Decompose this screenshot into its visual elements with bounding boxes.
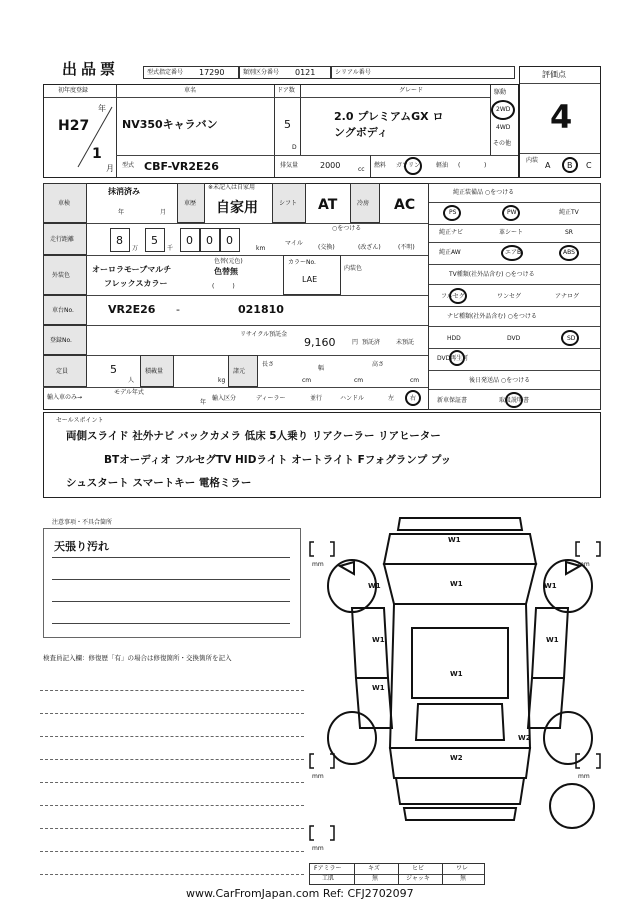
class-no-label: 類別区分番号	[243, 69, 280, 76]
import-type: 輸入区分	[212, 395, 237, 402]
equip-tv: 純正TV	[559, 209, 579, 216]
vehicle-name: NV350キャラバン	[122, 118, 218, 131]
notes-text: 天張り汚れ	[54, 540, 109, 553]
after-warranty: 新車保証書	[437, 397, 468, 404]
chassis-label: 車台No.	[52, 307, 74, 314]
grade-label: グレード	[399, 87, 424, 94]
score-label: 評価点	[542, 70, 566, 79]
drive-2wd-circle	[491, 100, 515, 120]
doors-value: 5	[284, 118, 291, 131]
sheet-title: 出品票	[62, 60, 120, 78]
tv-title: TV種類(社外品含む) ○をつける	[449, 271, 535, 278]
sales-line2: BTオーディオ フルセグTV HIDライト オートライト Fフォグランプ プッ	[104, 454, 452, 466]
equipment-panel	[428, 183, 601, 410]
shift-label: シフト	[279, 200, 298, 207]
meter-swap: (交換)	[318, 244, 335, 251]
mileage-mile: マイル	[285, 240, 303, 247]
paint-paren: ( )	[212, 283, 235, 290]
fuel-circle	[404, 157, 422, 175]
drive-2wd: 2WD	[496, 106, 511, 113]
equip-seat: 革シート	[499, 229, 524, 236]
recycle-unit: 円	[352, 339, 359, 346]
dim-cm-1: cm	[302, 377, 312, 384]
car-damage-diagram	[300, 508, 620, 868]
paint-label: 色替(元色)	[214, 258, 243, 265]
disp-unit: cc	[358, 166, 365, 173]
reg-label: 初年度登録	[58, 87, 89, 94]
legend-h4: ワレ	[456, 865, 469, 872]
damage-mark-2: W1	[450, 580, 463, 588]
equip-airbag-circle	[501, 245, 523, 261]
doors-unit: D	[292, 144, 297, 151]
int-color-label: 内装色	[344, 265, 363, 272]
model-year-unit: 年	[200, 399, 207, 406]
recycle-done: 預託済	[362, 339, 381, 346]
import-parallel: 並行	[310, 395, 323, 402]
class-no-box	[239, 66, 331, 79]
interior-b: B	[567, 161, 573, 170]
exterior-line1: オーロラモーブマルチ	[92, 265, 172, 274]
mileage-km: km	[256, 245, 266, 252]
damage-mark-7: W1	[372, 684, 385, 692]
chassis-dash: -	[176, 303, 180, 316]
reg-month: 1	[92, 146, 102, 162]
legend-table	[309, 863, 485, 885]
handle-right: 右	[410, 395, 417, 402]
recycle-value: 9,160	[304, 336, 336, 349]
cap-unit: 人	[128, 377, 135, 384]
equip-navi: 純正ナビ	[439, 229, 464, 236]
grade-line1: 2.0 プレミアムGX ロ	[334, 110, 444, 123]
cap-value: 5	[110, 363, 117, 376]
equip-title: 純正装備品 ○をつける	[453, 189, 515, 196]
mm-label-2: mm	[578, 561, 590, 568]
exterior-line2: フレックスカラー	[104, 279, 168, 288]
interior-a: A	[545, 161, 551, 170]
mileage-digit-3: 0	[186, 234, 193, 247]
legend-h3: ヒビ	[412, 865, 425, 872]
chassis-part2: 021810	[238, 303, 284, 316]
legend-v4: 無	[460, 875, 467, 882]
damage-mark-10: W2	[450, 754, 463, 762]
inspect-year-unit: 年	[118, 209, 125, 216]
grade-line2: ングボディ	[334, 126, 388, 139]
fuel-label: 燃料	[374, 162, 387, 169]
mm-label-3: mm	[312, 773, 324, 780]
score-box	[519, 66, 601, 178]
damage-mark-1: W1	[448, 536, 461, 544]
cap-label: 定員	[56, 368, 69, 375]
after-manual-circle	[505, 392, 523, 408]
mileage-label: 走行距離	[50, 236, 75, 243]
damage-mark-8: W1	[450, 670, 463, 678]
navi-sd: SD	[567, 335, 576, 342]
recycle-label: リサイクル預託金	[240, 331, 288, 338]
legend-h1: Fアミラー	[314, 865, 342, 872]
legend-v1: 工肌	[322, 875, 335, 882]
type-no: 17290	[199, 68, 225, 77]
footer-text: www.CarFromJapan.com Ref: CFJ2702097	[186, 887, 414, 900]
handle-left: 左	[388, 395, 395, 402]
damage-mark-6: W1	[546, 636, 559, 644]
mileage-mark-label: ○をつける	[332, 225, 362, 232]
type-no-box	[143, 66, 239, 79]
reg-no-label: 登録No.	[50, 337, 72, 344]
interior-label: 内装	[526, 157, 539, 164]
tv-oneseg: ワンセグ	[497, 293, 522, 300]
notes-box	[43, 528, 301, 638]
dim-length: 長さ	[262, 361, 275, 368]
load-kg: kg	[218, 377, 226, 384]
sales-line3: シュスタート スマートキー 電格ミラー	[66, 477, 252, 489]
inspect-label: 車検	[58, 200, 71, 207]
navi-dvd: DVD	[507, 335, 521, 342]
after-title: 後日発送品 ○をつける	[469, 377, 531, 384]
serial-box	[331, 66, 515, 79]
equip-pw: PW	[507, 209, 517, 216]
color-no: LAE	[302, 275, 318, 284]
equip-sr: SR	[565, 229, 573, 236]
notes-label: 注意事項・不具合箇所	[52, 519, 113, 526]
mm-label-5: mm	[312, 845, 324, 852]
score-value: 4	[550, 98, 573, 136]
chassis-part1: VR2E26	[108, 303, 156, 316]
import-label: 輸入車のみ→	[47, 394, 83, 401]
damage-mark-5: W1	[372, 636, 385, 644]
history-label: 車歴	[184, 200, 197, 207]
vehicle-row: 初年度登録 H27 年 1 月 車名 NV350キャラバン 型式 CBF-VR2E26 ドア数 5 D グレード 2.0 プレミアムGX ロ ングボディ 駆動 2WD 4WD その他 排気量 2000 cc 燃料 ガソリン 軽油 ( )	[43, 84, 519, 178]
history-note: ※未記入は自家用	[208, 184, 256, 191]
cool-value: AC	[394, 197, 416, 213]
after-manual: 取扱説明書	[499, 397, 530, 404]
mm-label-1: mm	[312, 561, 324, 568]
mileage-digit-4: 0	[206, 234, 213, 247]
type-no-label: 型式指定番号	[147, 69, 184, 76]
model-label: 型式	[122, 162, 135, 169]
navi-dvd-play: DVD再生可	[437, 355, 469, 362]
inspect-value: 抹消済み	[108, 187, 140, 196]
equip-ps-circle	[443, 205, 461, 221]
cool-label: 冷房	[357, 200, 370, 207]
damage-mark-9: W2	[518, 734, 531, 742]
meter-alt: (改ざん)	[358, 244, 381, 251]
handle-right-circle	[405, 390, 421, 406]
recycle-not: 未預託	[396, 339, 415, 346]
inspect-month-unit: 月	[160, 209, 167, 216]
equip-abs: ABS	[563, 249, 575, 256]
load-label: 積載量	[145, 368, 164, 375]
fuel-light-label: 軽油	[436, 162, 449, 169]
mileage-digit-5: 0	[226, 234, 233, 247]
disp-value: 2000	[320, 161, 341, 170]
damage-mark-3: W1	[368, 582, 381, 590]
dim-width: 幅	[318, 365, 325, 372]
sales-label: セールスポイント	[56, 417, 104, 424]
navi-title: ナビ種類(社外品含む) ○をつける	[447, 313, 537, 320]
mileage-man: 万	[132, 245, 139, 252]
meter-unknown: (不明)	[398, 244, 415, 251]
reg-year-unit: 年	[98, 104, 106, 113]
equip-airbag: エアB	[505, 249, 522, 256]
sales-line1: 両側スライド 社外ナビ バックカメラ 低床 5人乗り リアクーラー リアヒーター	[66, 430, 441, 442]
equip-aw: 純正AW	[439, 249, 461, 256]
dim-height: 高さ	[372, 361, 385, 368]
serial-label: シリアル番号	[335, 69, 371, 76]
interior-c: C	[586, 161, 592, 170]
disp-label: 排気量	[280, 162, 299, 169]
shift-value: AT	[318, 197, 338, 213]
tv-fullseg: フルセグ	[441, 293, 465, 300]
navi-hdd: HDD	[447, 335, 461, 342]
import-dealer: ディーラー	[256, 395, 286, 402]
model-code: CBF-VR2E26	[144, 160, 219, 173]
drive-4wd: 4WD	[496, 124, 511, 131]
mileage-digit-2: 5	[151, 234, 158, 247]
mileage-digit-1: 8	[116, 234, 123, 247]
mm-label-4: mm	[578, 773, 590, 780]
model-year-label: モデル年式	[114, 389, 144, 396]
equip-pw-circle	[502, 205, 520, 221]
equip-ps: PS	[449, 209, 457, 216]
legend-h2: キズ	[368, 865, 380, 872]
dim-label: 諸元	[233, 368, 246, 375]
name-label: 車名	[184, 87, 197, 94]
interior-b-circle	[562, 157, 578, 173]
equip-abs-circle	[559, 245, 579, 261]
doors-label: ドア数	[277, 87, 295, 94]
drive-label: 駆動	[494, 89, 507, 96]
inspector-label: 検査員記入欄：修復歴「有」の場合は修復箇所・交換箇所を記入	[43, 654, 232, 662]
navi-sd-circle	[561, 330, 579, 346]
mileage-sen: 千	[167, 245, 174, 252]
reg-month-unit: 月	[106, 164, 114, 173]
damage-mark-4: W1	[544, 582, 557, 590]
tv-analog: アナログ	[555, 293, 580, 300]
history-value: 自家用	[216, 200, 258, 216]
legend-v3: ジャッキ	[406, 875, 430, 882]
exterior-label: 外装色	[52, 272, 71, 279]
sales-box	[43, 412, 601, 498]
tv-fullseg-circle	[449, 288, 467, 304]
fuel-value: ガソリン	[396, 162, 421, 169]
dim-cm-3: cm	[410, 377, 420, 384]
class-no: 0121	[295, 68, 316, 77]
color-no-label: カラーNo.	[288, 259, 316, 266]
handle-label: ハンドル	[340, 395, 365, 402]
dvd-play-circle	[449, 350, 465, 366]
paint-value: 色替無	[214, 267, 238, 276]
dim-cm-2: cm	[354, 377, 364, 384]
legend-v2: 無	[372, 875, 379, 882]
reg-era: H27	[58, 118, 90, 134]
drive-other: その他	[493, 140, 512, 147]
